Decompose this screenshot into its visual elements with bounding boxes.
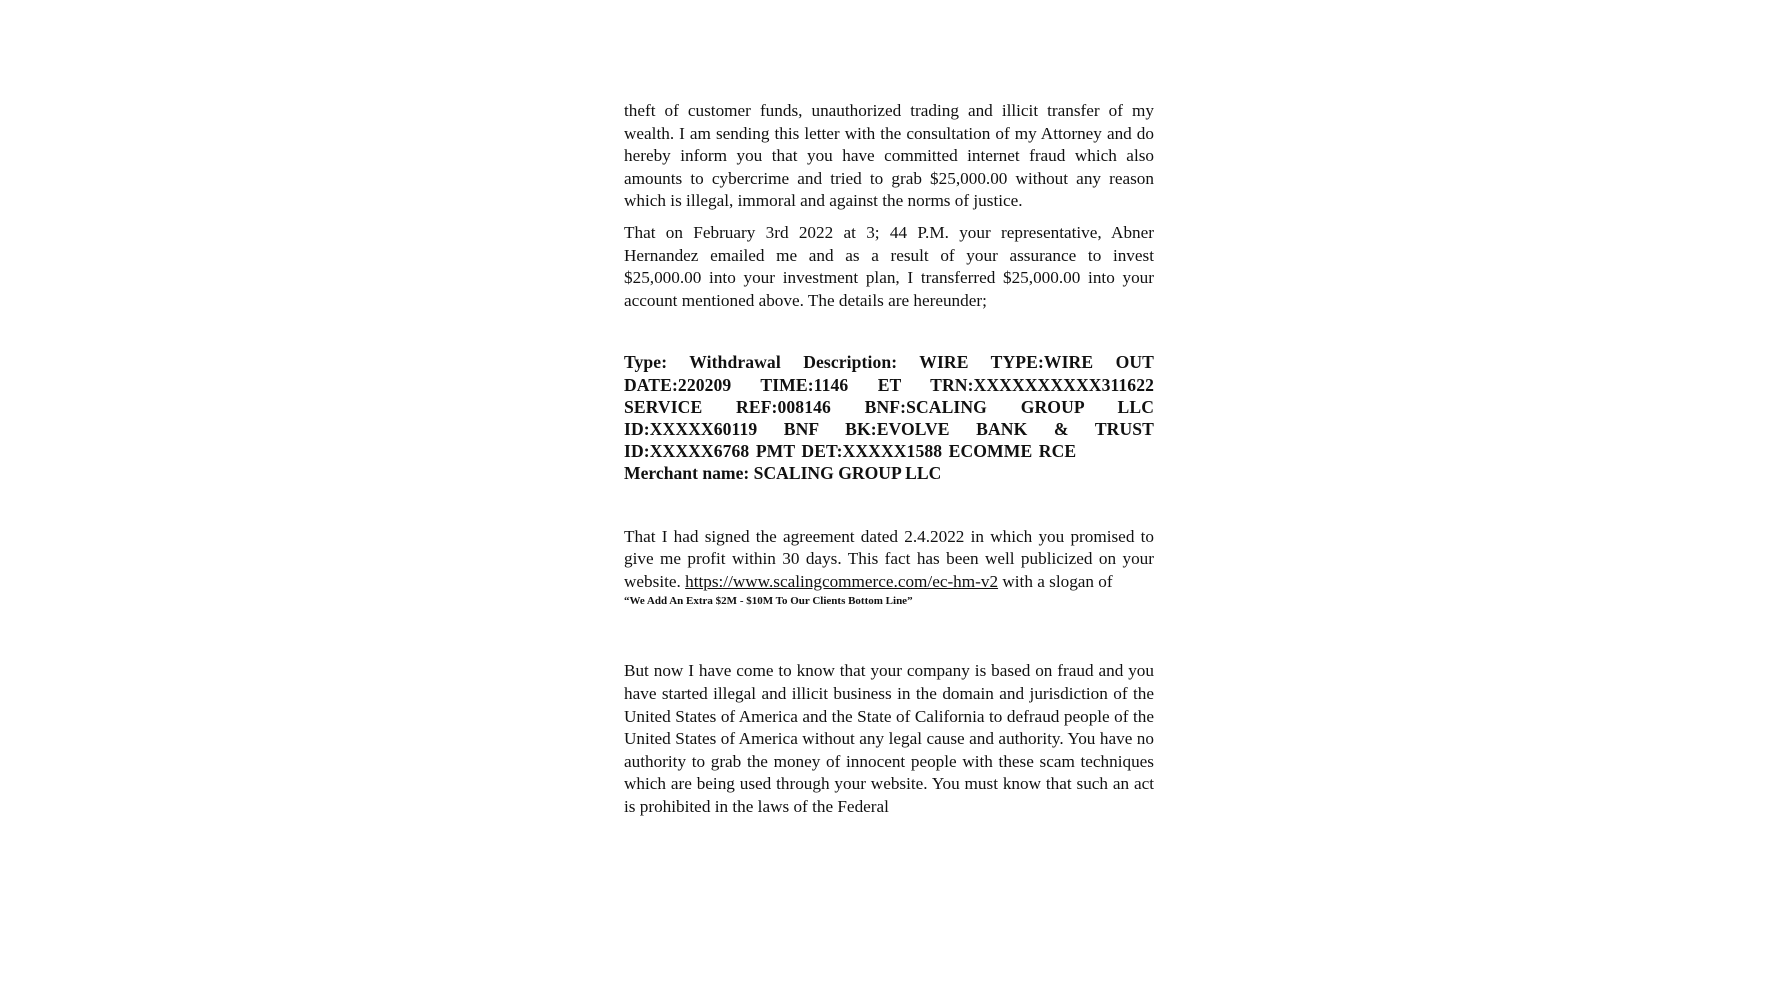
slogan-quote: “We Add An Extra $2M - $10M To Our Clients Bottom Line” (624, 595, 913, 608)
paragraph-fraud-notice: theft of customer funds, unauthorized trading and illicit transfer of my wealth. I am sending this letter with the consultation of my Attorney and do hereby inform you that you have committed internet fraud which also amounts to cybercrime and tried to grab $25,000.00 without any reason which is illegal, immoral and against the norms of justice. (624, 101, 1154, 211)
transaction-details-block (624, 351, 1154, 462)
letter-body (624, 100, 1154, 819)
merchant-name-line (624, 462, 1154, 484)
merchant-name-label: Merchant name: (624, 463, 750, 484)
merchant-name-value: SCALING GROUP LLC (753, 463, 942, 484)
transaction-details-text: Type: Withdrawal Description: WIRE TYPE:WIRE OUT DATE:220209 TIME:1146 ET TRN:XXXXXXXXXX311622 SERVICE REF:008146 BNF:SCALING GROUP LLC ID:XXXXX60119 BNF BK:EVOLVE BANK & TRUST ID:XXXXX6768 PMT DET:XXXXX1588 ECOMME RCE (624, 352, 1154, 462)
website-link[interactable]: https://www.scalingcommerce.com/ec-hm-v2 (685, 571, 999, 591)
paragraph-fraud-accusation: But now I have come to know that your company is based on fraud and you have started illegal and illicit business in the domain and jurisdiction of the United States of America and the State of California to defraud people of the United States of America without any legal cause and authority. You have no authority to grab the money of innocent people with these scam techniques which are being used through your website. You must know that such an act is prohibited in the laws of the Federal (624, 661, 1154, 816)
paragraph-agreement (624, 526, 1154, 594)
paragraph-transfer-account: That on February 3rd 2022 at 3; 44 P.M. your representative, Abner Hernandez emailed me and as a result of your assurance to invest $25,000.00 into your investment plan, I transferred $25,000.00 into your account mentioned above. The details are hereunder; (624, 222, 1154, 310)
agreement-text: That I had signed the agreement dated 2.4.2022 in which you promised to give me profit within 30 days. This fact has been well publicized on your website. (624, 526, 1154, 591)
slogan-intro-text: with a slogan of (1002, 571, 1113, 591)
